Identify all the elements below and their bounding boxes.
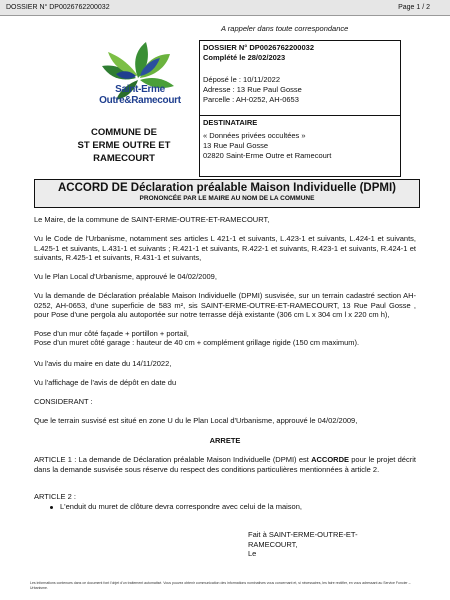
commune-line-1: COMMUNE DE bbox=[91, 127, 157, 138]
arrete-heading: ARRETE bbox=[209, 436, 241, 445]
dossier-address: Adresse : 13 Rue Paul Gosse bbox=[203, 85, 302, 94]
article-2-heading: ARTICLE 2 : bbox=[34, 492, 76, 501]
page-header bbox=[0, 0, 450, 16]
commune-line-2: ST ERME OUTRE ET bbox=[77, 140, 171, 151]
dossier-filed-date: Déposé le : 10/11/2022 bbox=[203, 75, 281, 84]
decision-subtitle: PRONONCÉE PAR LE MAIRE AU NOM DE LA COMMUNE bbox=[139, 195, 315, 202]
dossier-number: DOSSIER N° DP0026762200032 bbox=[203, 43, 314, 52]
logo-text-line2: Outre&Ramecourt bbox=[99, 95, 181, 106]
dossier-info-box bbox=[199, 40, 401, 116]
request-para: Vu la demande de Déclaration préalable Maison Individuelle (DPMI) susvisée, sur un terrain cadastré section AH-0252, AH-0653, d'une superficie de 583 m², sis SAINT-ERME-OUTRE-ET-RAMECOURT, 13 Rue Paul Gosse , pour Pose d'une pergola alu autoportée sur notre terrasse déjà existante (306 cm L x 304 cm l x 220 cm h), bbox=[34, 291, 416, 319]
article-2-bullet bbox=[50, 502, 410, 512]
signature-place-1: Fait à SAINT-ERME-OUTRE-ET- bbox=[248, 530, 358, 539]
mayor-opinion-para: Vu l'avis du maire en date du 14/11/2022, bbox=[34, 359, 172, 368]
article-1-text: ARTICLE 1 : La demande de Déclaration préalable Maison Individuelle (DPMI) est bbox=[34, 455, 312, 464]
mayor-line: Le Maire, de la commune de SAINT-ERME-OUTRE-ET-RAMECOURT, bbox=[34, 215, 270, 224]
article-1-text-end: pour le projet décrit dans la demande susvisée sous réserve du respect des conditions particulières mentionnées à article 2. bbox=[34, 455, 416, 474]
recipient-street: 13 Rue Paul Gosse bbox=[203, 141, 269, 150]
plu-para: Vu le Plan Local d'Urbanisme, approuvé le 04/02/2009, bbox=[34, 272, 217, 281]
dossier-completed-date: Complété le 28/02/2023 bbox=[203, 53, 286, 62]
footer-notice: Les informations contenues dans ce document font l'objet d'un traitement automatisé. Vous pouvez obtenir communication des informations nominatives vous concernant et, si nécessaires, les faire rectifier, en vous adressant au Service Foncier – Urbanisme. bbox=[30, 581, 411, 590]
terrain-para: Que le terrain susvisé est situé en zone U du le Plan Local d'Urbanisme, approuvé le 04/02/2009, bbox=[34, 416, 358, 425]
decision-title: ACCORD DE Déclaration préalable Maison Individuelle (DPMI) bbox=[57, 182, 397, 194]
logo-text-line1: Saint-Erme bbox=[115, 84, 165, 95]
display-notice-para: Vu l'affichage de l'avis de dépôt en date du bbox=[34, 378, 177, 387]
signature-place-2: RAMECOURT, bbox=[248, 539, 298, 549]
recipient-box bbox=[199, 115, 401, 177]
article-1-decision: ACCORDE bbox=[311, 455, 349, 464]
commune-line-3: RAMECOURT bbox=[93, 153, 155, 164]
recipient-city: 02820 Saint-Erme Outre et Ramecourt bbox=[203, 151, 332, 160]
recipient-heading: DESTINATAIRE bbox=[203, 118, 258, 127]
signature-block bbox=[248, 530, 398, 559]
article-2-condition: L'enduit du muret de clôture devra correspondre avec celui de la maison, bbox=[60, 502, 302, 511]
bullet-dot-icon bbox=[50, 506, 53, 509]
reminder-note: A rappeler dans toute correspondance bbox=[221, 24, 349, 33]
request-line-2: Pose d'un mur côté façade + portillon + portail, bbox=[34, 329, 189, 338]
dossier-parcel: Parcelle : AH-0252, AH-0653 bbox=[203, 95, 299, 104]
decision-title-box bbox=[34, 179, 420, 208]
code-urbanisme-para: Vu le Code de l'Urbanisme, notamment ses articles L 421-1 et suivants, L.423-1 et suivants, L.424-1 et suivants, L.425-1 et suivants, L.431-1 et suivants ; R.421-1 et suivants, R.422-1 et suivants, R.423-1 et suivants, R.424-1 et suivants, R.425-1 et suivants, R.431-1 et suivants, bbox=[34, 234, 416, 262]
recipient-private-notice: « Données privées occultées » bbox=[203, 131, 306, 140]
request-line-3: Pose d'un muret côté garage : hauteur de 40 cm + complément grillage rigide (150 cm maximum). bbox=[34, 338, 360, 347]
considering-heading: CONSIDERANT : bbox=[34, 397, 93, 406]
article-1-para bbox=[34, 455, 416, 474]
commune-name bbox=[58, 126, 190, 165]
page-number: Page 1 / 2 bbox=[398, 4, 430, 11]
signature-date: Le bbox=[248, 549, 257, 558]
header-dossier-ref: DOSSIER N° DP0026762200032 bbox=[6, 4, 110, 11]
